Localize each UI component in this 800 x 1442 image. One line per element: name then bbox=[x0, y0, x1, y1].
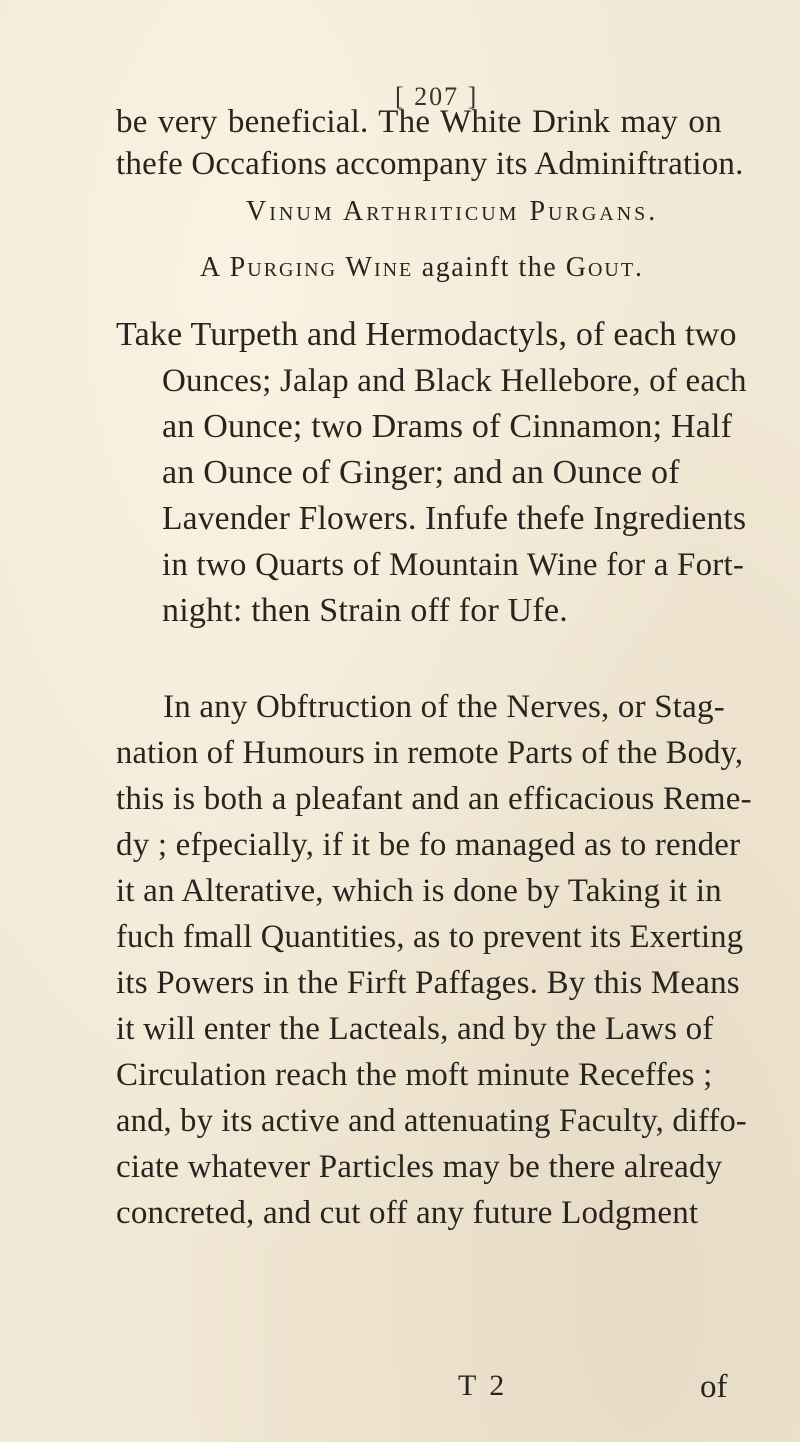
signature-mark: T 2 bbox=[458, 1369, 508, 1402]
recipe-line-6: in two Quarts of Mountain Wine for a Fort- bbox=[162, 547, 745, 583]
body-line-11: ciate whatever Particles may be there already bbox=[116, 1149, 723, 1185]
body-line-2: nation of Humours in remote Parts of the Body, bbox=[116, 735, 744, 771]
recipe-line-2: Ounces; Jalap and Black Hellebore, of each bbox=[162, 363, 747, 399]
heading-english-prefix: A Purging Wine bbox=[200, 252, 414, 283]
recipe-heading-english bbox=[200, 252, 644, 284]
body-line-6: fuch fmall Quantities, as to prevent its Exerting bbox=[116, 919, 744, 955]
body-line-5: it an Alterative, which is done by Taking it in bbox=[116, 873, 722, 909]
body-line-3: this is both a pleafant and an efficacious Reme- bbox=[116, 781, 752, 817]
recipe-line-7: night: then Strain off for Ufe. bbox=[162, 592, 568, 629]
body-line-4: dy ; efpecially, if it be fo managed as to render bbox=[116, 827, 741, 863]
recipe-line-1: Take Turpeth and Hermodactyls, of each two bbox=[116, 316, 737, 353]
recipe-heading-latin: Vinum Arthriticum Purgans. bbox=[246, 196, 659, 227]
heading-english-middle: againft the bbox=[413, 252, 566, 283]
page-number: [ 207 ] bbox=[395, 82, 479, 111]
heading-english-suffix: Gout. bbox=[565, 252, 645, 283]
body-line-8: it will enter the Lacteals, and by the Laws of bbox=[116, 1011, 714, 1047]
recipe-line-4: an Ounce of Ginger; and an Ounce of bbox=[162, 454, 680, 491]
body-line-10: and, by its active and attenuating Faculty, diffo- bbox=[116, 1103, 747, 1139]
body-line-9: Circulation reach the moft minute Receffes ; bbox=[116, 1057, 713, 1093]
body-line-12: concreted, and cut off any future Lodgment bbox=[116, 1195, 699, 1231]
intro-line-1: be very beneficial. The White Drink may on bbox=[116, 104, 722, 140]
intro-line-2: thefe Occafions accompany its Adminiftration. bbox=[116, 146, 744, 182]
recipe-line-3: an Ounce; two Drams of Cinnamon; Half bbox=[162, 408, 733, 445]
body-line-1: In any Obftruction of the Nerves, or Stag- bbox=[163, 689, 725, 725]
recipe-line-5: Lavender Flowers. Infufe thefe Ingredients bbox=[162, 500, 747, 537]
body-line-7: its Powers in the Firft Paffages. By this Means bbox=[116, 965, 740, 1001]
catchword: of bbox=[700, 1369, 728, 1405]
